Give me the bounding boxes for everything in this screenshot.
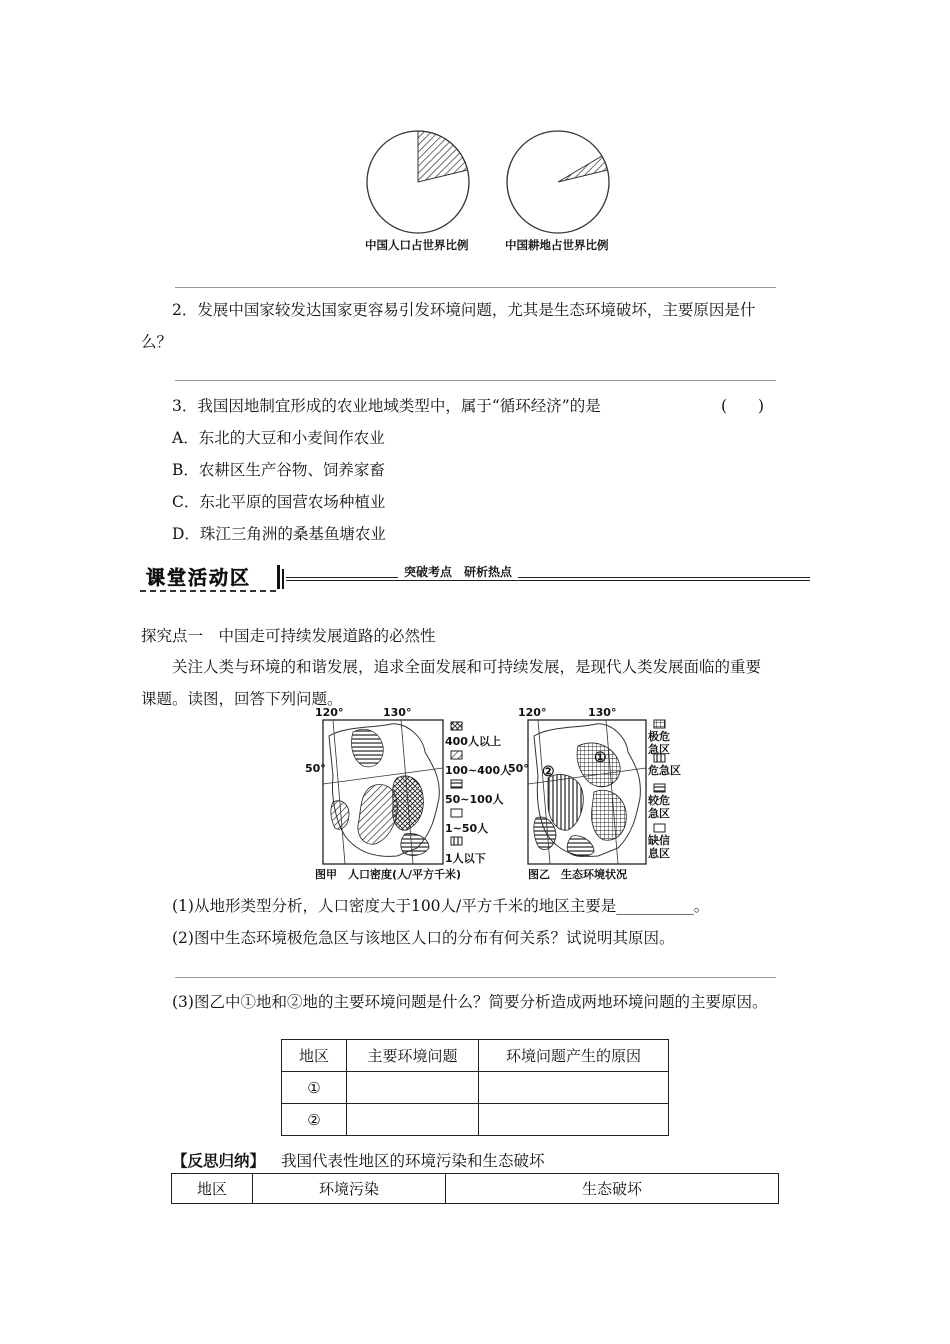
map-b-legend-critical: 危急区 xyxy=(648,764,681,777)
explore-heading: 探究点一 中国走可持续发展道路的必然性 xyxy=(141,627,436,645)
question-2-line-2: 么？ xyxy=(141,333,173,351)
option-c: C．东北平原的国营农场种植业 xyxy=(172,493,386,511)
banner-rule-bottom xyxy=(286,580,810,581)
table-header-region: 地区 xyxy=(282,1040,347,1072)
map-a-legend-50-100: 50~100人 xyxy=(445,793,504,806)
map-population-density xyxy=(305,706,510,882)
section-banner-title: 课堂活动区 xyxy=(146,567,252,589)
table-header-row xyxy=(282,1040,669,1072)
map-a-lon-130: 130° xyxy=(383,706,412,719)
explore-intro-line-1: 关注人类与环境的和谐发展，追求全面发展和可持续发展，是现代人类发展面临的重要 xyxy=(172,658,762,676)
table-cell-region: ① xyxy=(282,1072,347,1104)
sub-question-1-suffix: 。 xyxy=(693,897,710,915)
map-b-lon-130: 130° xyxy=(588,706,617,719)
map-a-lon-120: 120° xyxy=(315,706,344,719)
banner-bar-1 xyxy=(277,565,280,589)
environment-problem-table xyxy=(281,1039,669,1136)
question-3-stem: 3．我国因地制宜形成的农业地域类型中，属于“循环经济”的是 xyxy=(172,397,601,415)
map-b-caption: 图乙 生态环境状况 xyxy=(528,868,627,881)
map-a-caption: 图甲 人口密度(人/平方千米) xyxy=(315,868,462,881)
table-cell-problem[interactable] xyxy=(347,1072,479,1104)
option-a: A．东北的大豆和小麦间作农业 xyxy=(172,429,385,447)
section-banner-subtitle: 突破考点 研析热点 xyxy=(398,563,518,580)
answer-line-1 xyxy=(175,287,776,288)
map-a-lat-50: 50° xyxy=(305,762,326,775)
question-3-bracket: ( ) xyxy=(721,397,765,415)
sub-question-1-text: (1)从地形类型分析，人口密度大于100人/平方千米的地区主要是 xyxy=(172,897,617,915)
table-header-problem: 主要环境问题 xyxy=(347,1040,479,1072)
population-pie-caption: 中国人口占世界比例 xyxy=(365,238,469,252)
answer-line-2 xyxy=(175,380,776,381)
table-header-cause: 环境问题产生的原因 xyxy=(479,1040,669,1072)
sub-question-1-blank[interactable]: __________ xyxy=(616,897,694,915)
banner-dash-underline xyxy=(140,590,276,592)
map-b-lat-50: 50° xyxy=(508,762,529,775)
map-b-marker-1: ① xyxy=(594,750,607,766)
answer-line-3 xyxy=(175,977,776,978)
reflection-heading xyxy=(172,1151,545,1171)
reflection-title: 我国代表性地区的环境污染和生态破坏 xyxy=(281,1152,545,1170)
table-cell-problem[interactable] xyxy=(347,1104,479,1136)
banner-rule-top xyxy=(286,577,810,578)
option-b: B．农耕区生产谷物、饲养家畜 xyxy=(172,461,385,479)
population-pie-chart xyxy=(364,128,472,236)
farmland-pie-chart xyxy=(504,128,612,236)
map-b-legend-extreme: 极危 急区 xyxy=(648,730,670,756)
table-cell-region: ② xyxy=(282,1104,347,1136)
table2-header-region: 地区 xyxy=(172,1174,253,1204)
table2-header-damage: 生态破坏 xyxy=(446,1174,779,1204)
sub-question-3: (3)图乙中①地和②地的主要环境问题是什么？简要分析造成两地环境问题的主要原因。 xyxy=(172,993,768,1011)
section-banner xyxy=(140,561,810,593)
table2-header-pollution: 环境污染 xyxy=(253,1174,446,1204)
pollution-table xyxy=(171,1173,779,1204)
option-d: D．珠江三角洲的桑基鱼塘农业 xyxy=(172,525,386,543)
map-ecological-status xyxy=(508,706,688,882)
table-row xyxy=(282,1104,669,1136)
map-a-legend-100-400: 100~400人 xyxy=(445,764,512,777)
table-cell-cause[interactable] xyxy=(479,1072,669,1104)
map-b-legend-less-critical: 较危 急区 xyxy=(648,794,670,820)
map-b-lon-120: 120° xyxy=(518,706,547,719)
question-2-line-1: 2．发展中国家较发达国家更容易引发环境问题，尤其是生态环境破坏，主要原因是什 xyxy=(172,301,756,319)
map-a-legend-400-plus: 400人以上 xyxy=(445,735,501,748)
sub-question-1 xyxy=(172,896,709,916)
map-b-legend-no-info: 缺信 息区 xyxy=(648,834,670,860)
table2-header-row xyxy=(172,1174,779,1204)
banner-bar-2 xyxy=(282,569,284,589)
map-a-legend-1-50: 1~50人 xyxy=(445,822,489,835)
map-b-marker-2: ② xyxy=(542,764,555,780)
farmland-pie-caption: 中国耕地占世界比例 xyxy=(505,238,609,252)
sub-question-2: (2)图中生态环境极危急区与该地区人口的分布有何关系？试说明其原因。 xyxy=(172,929,675,947)
map-a-legend-below-1: 1人以下 xyxy=(445,852,486,865)
reflection-label: 【反思归纳】 xyxy=(172,1151,266,1170)
table-cell-cause[interactable] xyxy=(479,1104,669,1136)
explore-intro-line-2: 课题。读图，回答下列问题。 xyxy=(141,690,343,708)
table-row xyxy=(282,1072,669,1104)
